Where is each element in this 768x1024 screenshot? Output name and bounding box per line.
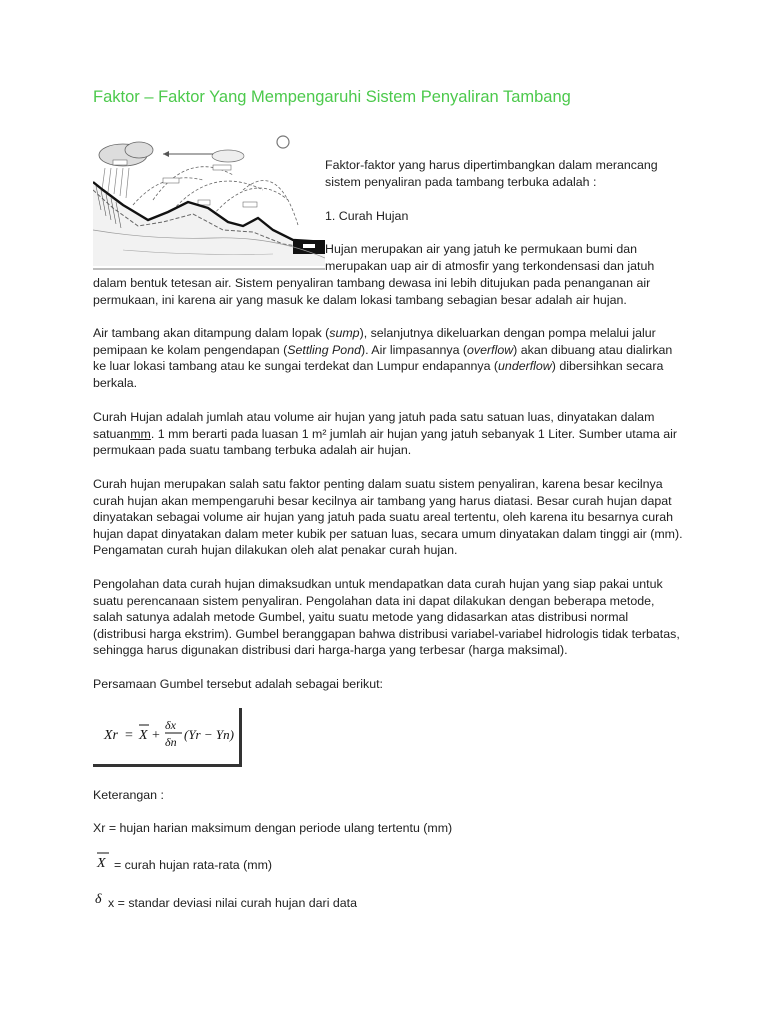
- xbar-symbol-text: X: [97, 856, 106, 871]
- paragraph-5: Pengolahan data curah hujan dimaksudkan untuk mendapatkan data curah hujan yang siap pakai untuk suatu perencanaan sistem penyaliran. Pengolahan data ini dapat dilakukan dengan beberapa metode, salah satunya adalah metode Gumbel, yaitu suatu metode yang didasarkan atas distribusi normal (distribusi harga ekstrim). Gumbel beranggapan bahwa distribusi variabel-variabel hidrologis tidak terbatas, sehingga harus digunakan distribusi dari harga-harga yang terbesar (harga maksimal).: [93, 577, 680, 658]
- section-heading: 1. Curah Hujan: [325, 209, 409, 223]
- xbar-symbol: [95, 850, 115, 872]
- gumbel-equation: [93, 708, 239, 764]
- eq-lhs: Xr: [104, 728, 118, 743]
- delta-symbol: [94, 888, 108, 908]
- eq-denominator: δn: [165, 735, 177, 749]
- paragraph-2: [93, 325, 683, 391]
- p2-text-a: Air tambang akan ditampung dalam lopak (: [93, 326, 330, 340]
- paragraph-1-lead: [325, 241, 685, 274]
- p2-text-c: ), selanjutnya dikeluarkan dengan pompa melalui jalur pemipaan ke kolam pengendapan (: [93, 326, 656, 357]
- delta-symbol-text: δ: [95, 892, 102, 907]
- intro-paragraph: [325, 157, 685, 190]
- definition-delta-symbol: [94, 888, 108, 913]
- paragraph-4: Curah hujan merupakan salah satu faktor penting dalam suatu sistem penyaliran, karena besar kecilnya curah hujan akan mempengaruhi besar kecilnya air tambang yang harus diatasi. Besar curah hujan dapat dinyatakan sebagai volume air hujan yang jatuh pada suatu areal tertentu, oleh karena itu besarnya curah hujan dapat dinyatakan dalam meter kubik per satuan luas, secara umum dinyatakan dalam tinggi air (mm). Pengamatan curah hujan dilakukan oleh alat penakar curah hujan.: [93, 477, 683, 558]
- intro-line-1: Faktor-faktor yang harus dipertimbangkan dalam merancang: [325, 158, 658, 172]
- eq-paren-term: (Yr − Yn): [184, 727, 234, 742]
- paragraph-3: [93, 409, 683, 459]
- p3-text-c: . 1 mm berarti pada luasan 1 m² jumlah air hujan yang jatuh sebanyak 1 Liter. Sumber utama air permukaan pada suatu tambang terbuka adalah air hujan.: [93, 426, 678, 458]
- p2-text-g: ) akan dibuang atau dialirkan ke luar lokasi tambang atau ke sungai terdekat dan Lumpur endapannya (: [93, 342, 673, 374]
- definition-xbar-symbol: [95, 850, 115, 877]
- eq-equals: =: [125, 728, 133, 743]
- paragraph-1-rest: dalam bentuk tetesan air. Sistem penyaliran tambang dewasa ini lebih ditujukan pada penanganan air permukaan, ini karena air yang masuk ke dalam lokasi tambang sebagian besar adalah air hujan.: [93, 276, 651, 307]
- hydrologic-cycle-illustration: [93, 130, 325, 266]
- p3-unit-mm-link[interactable]: mm: [130, 426, 151, 441]
- paragraph-6: Persamaan Gumbel tersebut adalah sebagai berikut:: [93, 677, 383, 691]
- gumbel-equation-box: [93, 708, 242, 767]
- p2-term-sump: sump: [329, 326, 360, 340]
- p2-term-underflow: underflow: [498, 359, 552, 374]
- hydrologic-cycle-figure: [93, 130, 325, 270]
- eq-numerator: δx: [165, 718, 176, 732]
- definition-xr: Xr = hujan harian maksimum dengan periode ulang tertentu (mm): [93, 821, 453, 835]
- keterangan-label: Keterangan :: [93, 788, 164, 802]
- paragraph-1-line-2: merupakan uap air di atmosfir yang terkondensasi dan jatuh: [325, 258, 655, 273]
- definition-delta-text: x = standar deviasi nilai curah hujan dari data: [108, 896, 357, 910]
- p2-term-overflow: overflow: [467, 342, 514, 357]
- eq-plus: +: [152, 728, 160, 743]
- paragraph-1-line-1: Hujan merupakan air yang jatuh ke permukaan bumi dan: [325, 242, 638, 256]
- eq-xbar: X: [139, 728, 148, 743]
- p2-text-e: ). Air limpasannya (: [360, 342, 468, 357]
- p3-text-a: Curah Hujan adalah jumlah atau volume air hujan yang jatuh pada satu satuan luas, dinyatakan dalam satuan: [93, 410, 655, 441]
- p2-text-i: ) dibersihkan secara berkala.: [93, 359, 664, 390]
- definition-xbar-text: = curah hujan rata-rata (mm): [114, 858, 273, 872]
- page-title: Faktor – Faktor Yang Mempengaruhi Sistem Penyaliran Tambang: [93, 88, 571, 106]
- p2-term-settling-pond: Settling Pond: [287, 342, 361, 357]
- figure-bottom-border: [93, 268, 325, 270]
- intro-line-2: sistem penyaliran pada tambang terbuka adalah :: [325, 174, 597, 189]
